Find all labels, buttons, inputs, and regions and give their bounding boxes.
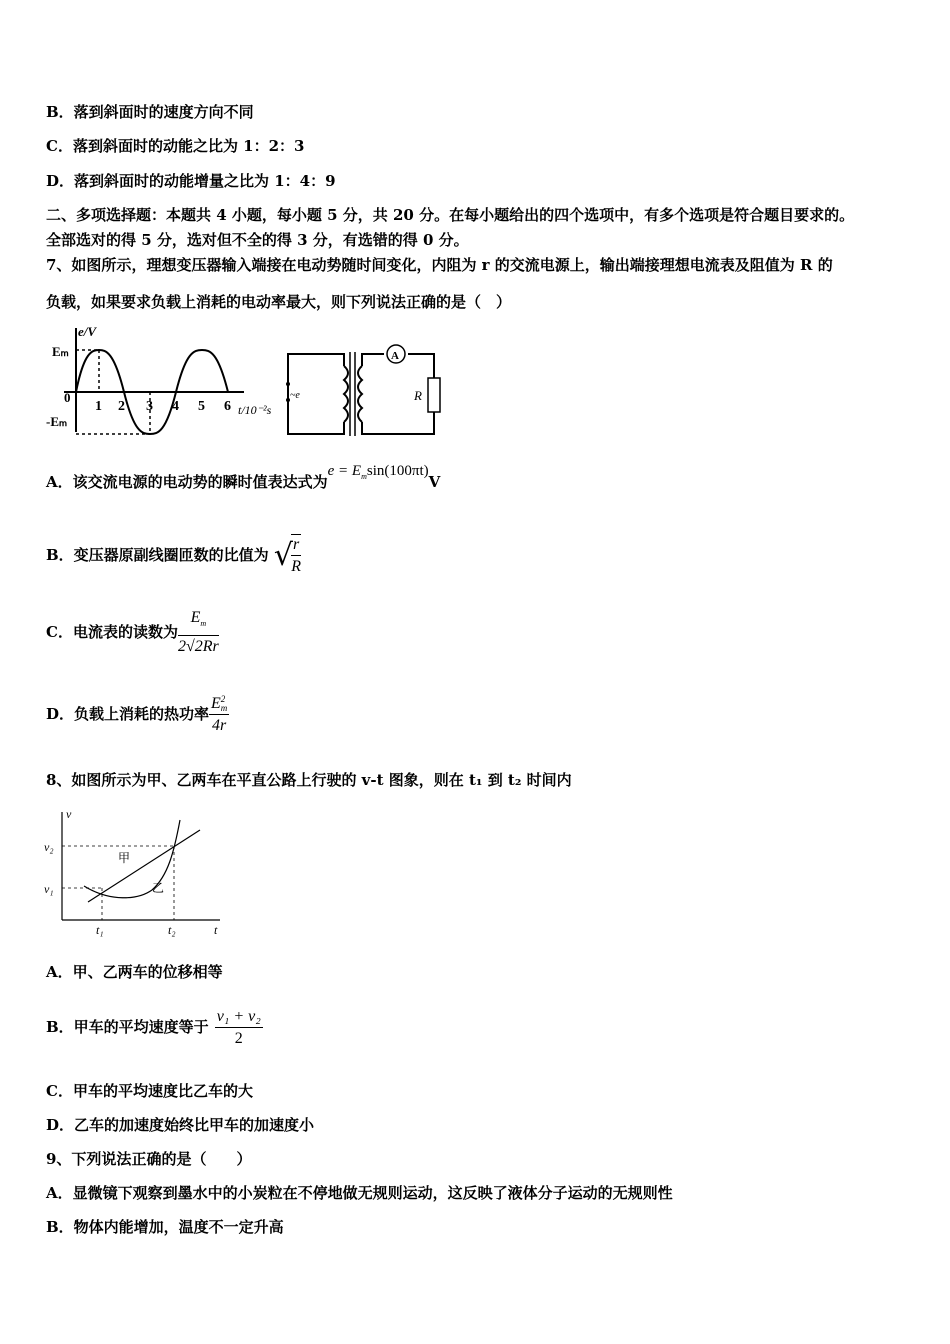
fig7-resistor [428, 378, 440, 412]
option-d-q7 [46, 686, 229, 742]
option-c-q7-text: C．电流表的读数为 [46, 623, 178, 641]
option-c-q8: C．甲车的平均速度比乙车的大 [46, 1082, 253, 1100]
fig7-tick-3: 3 [146, 399, 153, 414]
option-b-q6: B．落到斜面时的速度方向不同 [46, 103, 254, 121]
fig8-t1-label: t₁ [96, 923, 104, 937]
option-d-q8: D．乙车的加速度始终比甲车的加速度小 [46, 1116, 315, 1134]
fig7-tick-6: 6 [224, 399, 231, 414]
option-d-q6: D．落到斜面时的动能增量之比为 1：4：9 [46, 172, 336, 190]
expr-part-1: e = E [327, 463, 362, 479]
expr-sub: m [361, 472, 367, 481]
frac-num-sup: 2 [220, 693, 226, 704]
frac-den: R [291, 558, 302, 575]
question-7-line1: 7、如图所示，理想变压器输入端接在电动势随时间变化，内阻为 r 的交流电源上，输出端接理想电流表及阻值为 R 的 [46, 256, 833, 274]
question-8: 8、如图所示为甲、乙两车在平直公路上行驶的 v-t 图象，则在 t₁ 到 t₂ 时间内 [46, 771, 572, 789]
fig8-curve-yi [84, 820, 180, 898]
fig7-primary-coil [344, 366, 348, 422]
fig8-jia-label: 甲 [118, 851, 131, 865]
fig8-yi-label: 乙 [152, 881, 165, 895]
fig8-y-label: v [66, 807, 72, 821]
fig7-origin: 0 [64, 390, 71, 405]
section-instructions: 全部选对的得 5 分，选对但不全的得 3 分，有选错的得 0 分。 [46, 231, 469, 249]
frac-num-sub: m [220, 702, 228, 713]
sqrt-sign: √ [273, 538, 294, 573]
fig7-neg-em-label: -Eₘ [46, 414, 68, 429]
fig8-line-jia [88, 830, 200, 902]
option-a-q8: A．甲、乙两车的位移相等 [46, 963, 223, 981]
section-heading: 二、多项选择题：本题共 4 小题，每小题 5 分，共 20 分。在每小题给出的四个选项中，有多个选项是符合题目要求的。 [46, 206, 855, 224]
fig8-v2-label: v₂ [44, 840, 54, 854]
figure-8 [40, 804, 230, 938]
frac-den: 4r [212, 716, 227, 734]
option-c-q7 [46, 606, 219, 658]
fig7-tick-5: 5 [198, 399, 205, 414]
frac-den: 2√2Rr [177, 637, 219, 655]
frac-num: r [291, 535, 301, 556]
question-9: 9、下列说法正确的是（ ） [46, 1150, 252, 1168]
fig7-secondary-coil [358, 366, 362, 422]
fig8-x-label: t [214, 923, 218, 937]
option-a-q7-expr [328, 463, 429, 479]
fig7-ammeter-label: A [391, 350, 399, 362]
option-a-q7-text: A．该交流电源的电动势的瞬时值表达式为 [46, 473, 328, 491]
option-b-q9: B．物体内能增加，温度不一定升高 [46, 1218, 284, 1236]
frac-den: 2 [234, 1029, 243, 1047]
option-b-q8-text: B．甲车的平均速度等于 [46, 1018, 209, 1036]
question-7-line2: 负载，如果要求负载上消耗的电动率最大，则下列说法正确的是（ ） [46, 293, 512, 311]
fig7-x-label: t/10⁻²s [238, 403, 272, 417]
option-b-q8-fraction [215, 1007, 263, 1050]
figure-7 [44, 322, 454, 440]
fig8-t2-label: t₂ [168, 923, 176, 937]
fig7-y-label: e/V [78, 324, 97, 339]
expr-part-2: sin(100πt) [366, 463, 429, 479]
option-a-q9: A．显微镜下观察到墨水中的小炭粒在不停地做无规则运动，这反映了液体分子运动的无规则性 [46, 1184, 673, 1202]
frac-num: E [211, 694, 221, 712]
fig8-v1-label: v₁ [44, 882, 54, 896]
option-b-q7 [46, 532, 301, 579]
option-a-q7-unit: V [428, 473, 441, 491]
fig7-tick-2: 2 [118, 399, 125, 414]
option-b-q8 [46, 1000, 263, 1054]
fig7-tick-1: 1 [95, 399, 102, 414]
option-b-q7-fraction [291, 534, 301, 578]
fig7-tick-4: 4 [172, 399, 179, 414]
fig7-source-label: ~e [290, 390, 300, 401]
frac-num: E [190, 609, 201, 627]
fig7-em-label: Eₘ [52, 344, 69, 359]
option-d-q7-fraction [209, 694, 229, 737]
frac-num: v₁ + v₂ [215, 1007, 263, 1028]
option-b-q7-text: B．变压器原副线圈匝数的比值为 [46, 546, 269, 564]
option-c-q7-fraction [178, 608, 219, 657]
fig7-resistor-label: R [414, 388, 422, 403]
option-d-q7-text: D．负载上消耗的热功率 [46, 705, 210, 723]
option-c-q6: C．落到斜面时的动能之比为 1：2：3 [46, 137, 305, 155]
frac-num-sub: m [200, 619, 207, 629]
